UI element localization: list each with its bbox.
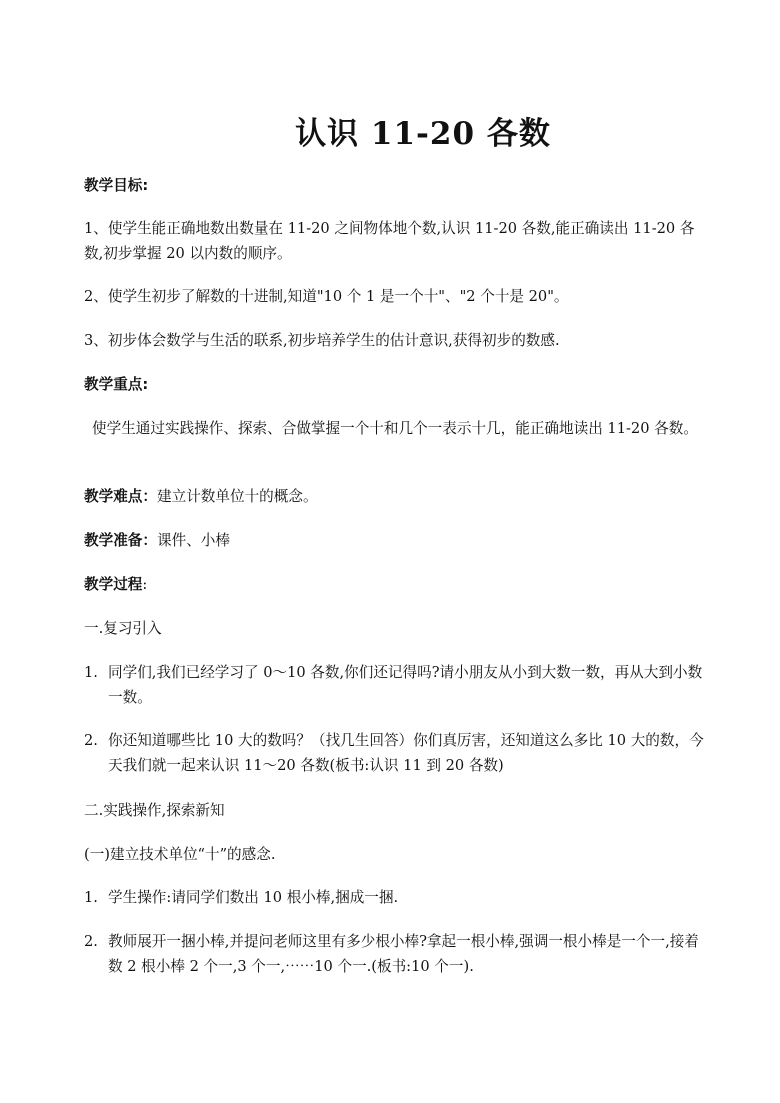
- process-colon: :: [142, 576, 148, 593]
- section2-item-1-text: 学生操作:请同学们数出 10 根小棒,捆成一捆.: [108, 889, 399, 906]
- section1-title: 一.复习引入: [84, 620, 162, 637]
- section1-item-2-text: 你还知道哪些比 10 大的数吗？（找几生回答）你们真厉害，还知道这么多比 10 大的数，今天我们就一起来认识 11～20 各数(板书:认识 11 到 20 各数): [108, 732, 704, 774]
- section2-item-2-number: 2.: [84, 933, 98, 950]
- section1-item-1-text: 同学们,我们已经学习了 0～10 各数,你们还记得吗?请小朋友从小到大数一数，再从大到小数一数。: [108, 664, 703, 706]
- goal-item-3: 3、初步体会数学与生活的联系,初步培养学生的估计意识,获得初步的数感.: [84, 332, 560, 349]
- section2-title: 二.实践操作,探索新知: [84, 802, 225, 819]
- goals-heading: 教学目标:: [84, 177, 149, 194]
- preparation-label: 教学准备: [84, 532, 143, 549]
- section2-item-1-number: 1.: [84, 889, 98, 906]
- preparation-text: 课件、小棒: [157, 532, 230, 549]
- goal-item-2: 2、使学生初步了解数的十进制,知道"10 个 1 是一个十"、"2 个十是 20"。: [84, 288, 569, 305]
- difficulty-label: 教学难点: [84, 488, 143, 505]
- key-points-text: 使学生通过实践操作、探索、合做掌握一个十和几个一表示十几，能正确地读出 11-20 各数。: [92, 420, 698, 437]
- section1-item-2-number: 2.: [84, 732, 98, 749]
- process-heading: 教学过程: [84, 576, 143, 593]
- goal-item-1: 1、使学生能正确地数出数量在 11-20 之间物体地个数,认识 11-20 各数,能正确读出 11-20 各数,初步掌握 20 以内数的顺序。: [84, 220, 695, 262]
- section2-subtitle: (一)建立技术单位“十”的感念.: [84, 846, 276, 863]
- section1-item-1-number: 1.: [84, 664, 98, 681]
- key-points-heading: 教学重点:: [84, 376, 149, 393]
- difficulty-text: 建立计数单位十的概念。: [157, 488, 318, 505]
- document-title: 认识 11-20 各数: [295, 116, 551, 152]
- preparation-row: [84, 528, 704, 553]
- process-row: [84, 572, 704, 597]
- difficulty-sep: ：: [142, 488, 157, 505]
- difficulty-row: [84, 484, 704, 509]
- section2-item-2-text: 教师展开一捆小棒,并提问老师这里有多少根小棒?拿起一根小棒,强调一根小棒是一个一,接着数 2 根小棒 2 个一,3 个一,⋯⋯10 个一.(板书:10 个一).: [108, 933, 699, 975]
- preparation-sep: ：: [142, 532, 157, 549]
